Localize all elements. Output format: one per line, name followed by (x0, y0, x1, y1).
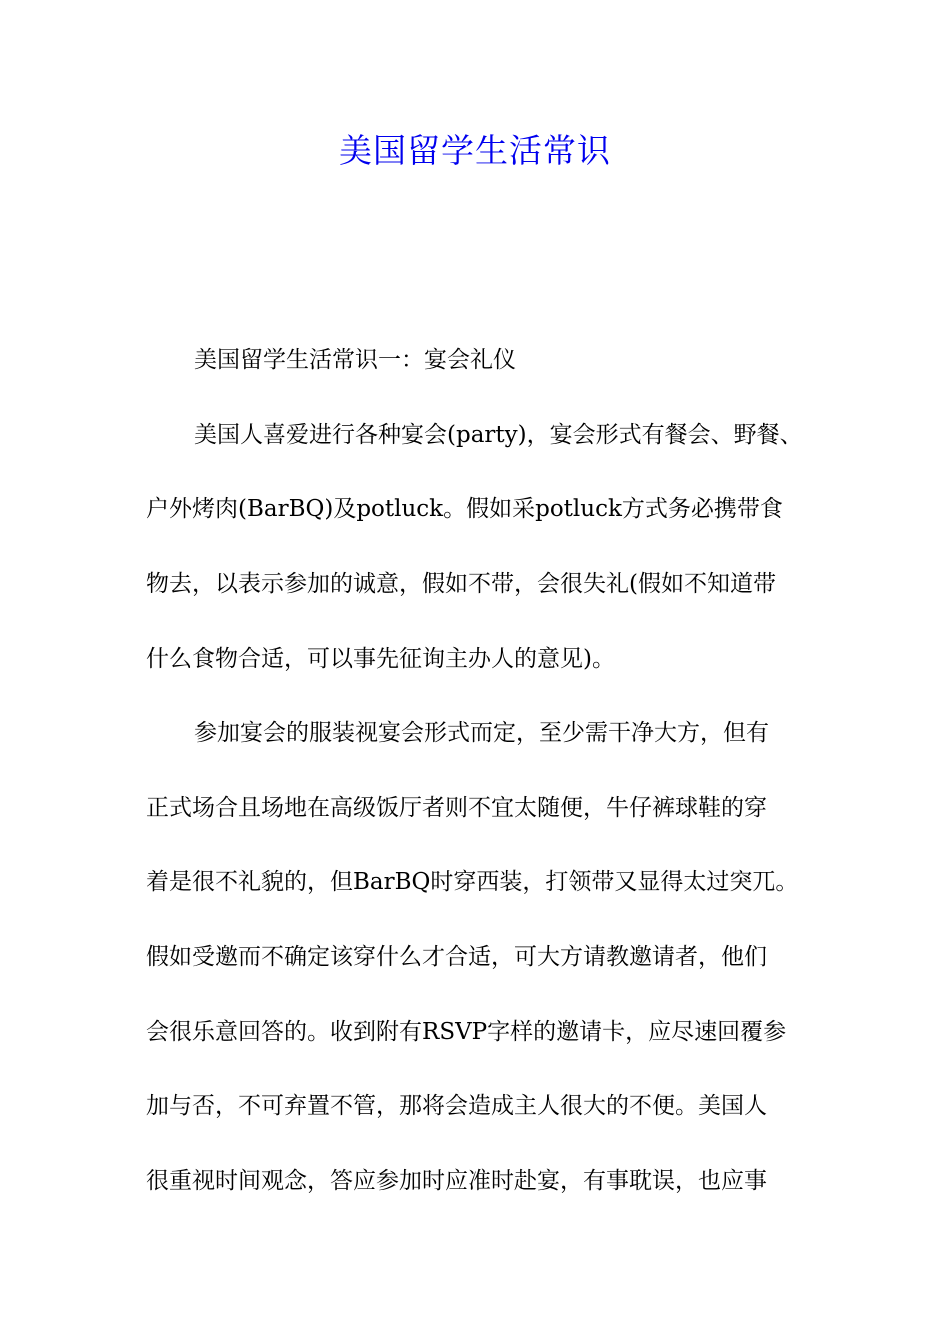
paragraph-line: 正式场合且场地在高级饭厅者则不宜太随便，牛仔裤球鞋的穿 (146, 795, 767, 821)
paragraph-line: 美国人喜爱进行各种宴会(party)，宴会形式有餐会、野餐、 (194, 422, 803, 448)
section-heading: 美国留学生活常识一：宴会礼仪 (194, 347, 516, 373)
paragraph-line: 加与否，不可弃置不管，那将会造成主人很大的不便。美国人 (146, 1093, 767, 1119)
paragraph-line: 什么食物合适，可以事先征询主办人的意见)。 (146, 646, 615, 672)
paragraph-line: 会很乐意回答的。收到附有RSVP字样的邀请卡，应尽速回覆参 (146, 1019, 787, 1045)
paragraph-line: 假如受邀而不确定该穿什么才合适，可大方请教邀请者，他们 (146, 944, 767, 970)
document-title: 美国留学生活常识 (339, 131, 611, 170)
paragraph-line: 户外烤肉(BarBQ)及potluck。假如采potluck方式务必携带食 (146, 496, 783, 522)
paragraph-line: 很重视时间观念，答应参加时应准时赴宴，有事耽误，也应事 (146, 1168, 767, 1194)
paragraph-line: 参加宴会的服装视宴会形式而定，至少需干净大方，但有 (194, 720, 769, 746)
paragraph-line: 着是很不礼貌的，但BarBQ时穿西装，打领带又显得太过突兀。 (146, 869, 799, 895)
paragraph-line: 物去，以表示参加的诚意，假如不带，会很失礼(假如不知道带 (146, 571, 776, 597)
